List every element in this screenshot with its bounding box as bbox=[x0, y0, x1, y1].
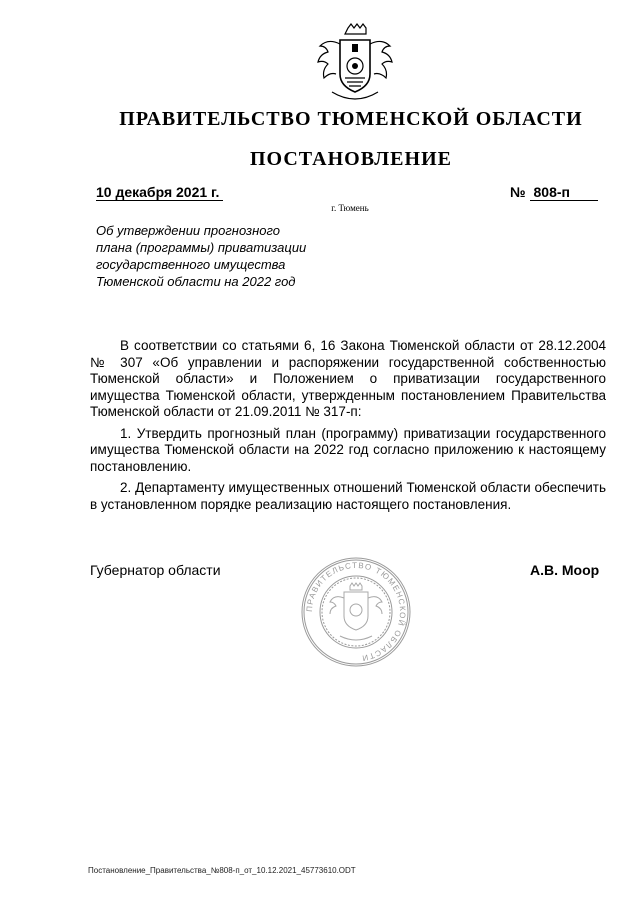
document-type-heading: ПОСТАНОВЛЕНИЕ bbox=[250, 148, 452, 170]
signer-title: Губернатор области bbox=[90, 562, 221, 578]
document-subject bbox=[96, 222, 346, 290]
preamble-paragraph: В соответствии со статьями 6, 16 Закона Тюменской области от 28.12.2004 № 307 «Об управлении и распоряжении государственной собственностью Тюменской области» и Положением о приватизации государственного имущества Тюменской области, утвержденным постановлением Правительства Тюменской области от 21.09.2011 № 317-п: bbox=[90, 338, 606, 419]
file-footer: Постановление_Правительства_№808-п_от_10.12.2021_45773610.ODT bbox=[88, 866, 356, 875]
government-title: ПРАВИТЕЛЬСТВО ТЮМЕНСКОЙ ОБЛАСТИ bbox=[119, 108, 583, 130]
coat-of-arms-icon bbox=[312, 22, 398, 108]
clause-paragraph: 1. Утвердить прогнозный план (программу) приватизации государственного имущества Тюменской области на 2022 год согласно приложению к настоящему постановлению. bbox=[90, 425, 606, 474]
subject-line: государственного имущества bbox=[96, 257, 286, 272]
subject-line: Тюменской области на 2022 год bbox=[96, 274, 296, 289]
stamp-ring-text: ПРАВИТЕЛЬСТВО ТЮМЕНСКОЙ ОБЛАСТИ bbox=[304, 560, 408, 663]
document-number bbox=[510, 184, 598, 201]
subject-line: плана (программы) приватизации bbox=[96, 240, 307, 255]
number-value: 808-п bbox=[530, 184, 598, 201]
clause-paragraph: 2. Департаменту имущественных отношений Тюменской области обеспечить в установленном порядке реализацию настоящего постановления. bbox=[90, 480, 606, 512]
signer-name: А.В. Моор bbox=[530, 562, 600, 578]
official-stamp bbox=[300, 556, 412, 668]
subject-line: Об утверждении прогнозного bbox=[96, 223, 280, 238]
city-label: г. Тюмень bbox=[331, 203, 369, 213]
document-date: 10 декабря 2021 г. bbox=[96, 184, 223, 201]
document-body bbox=[90, 338, 606, 518]
stamp-emblem-icon bbox=[330, 583, 382, 640]
number-sign: № bbox=[510, 184, 526, 200]
